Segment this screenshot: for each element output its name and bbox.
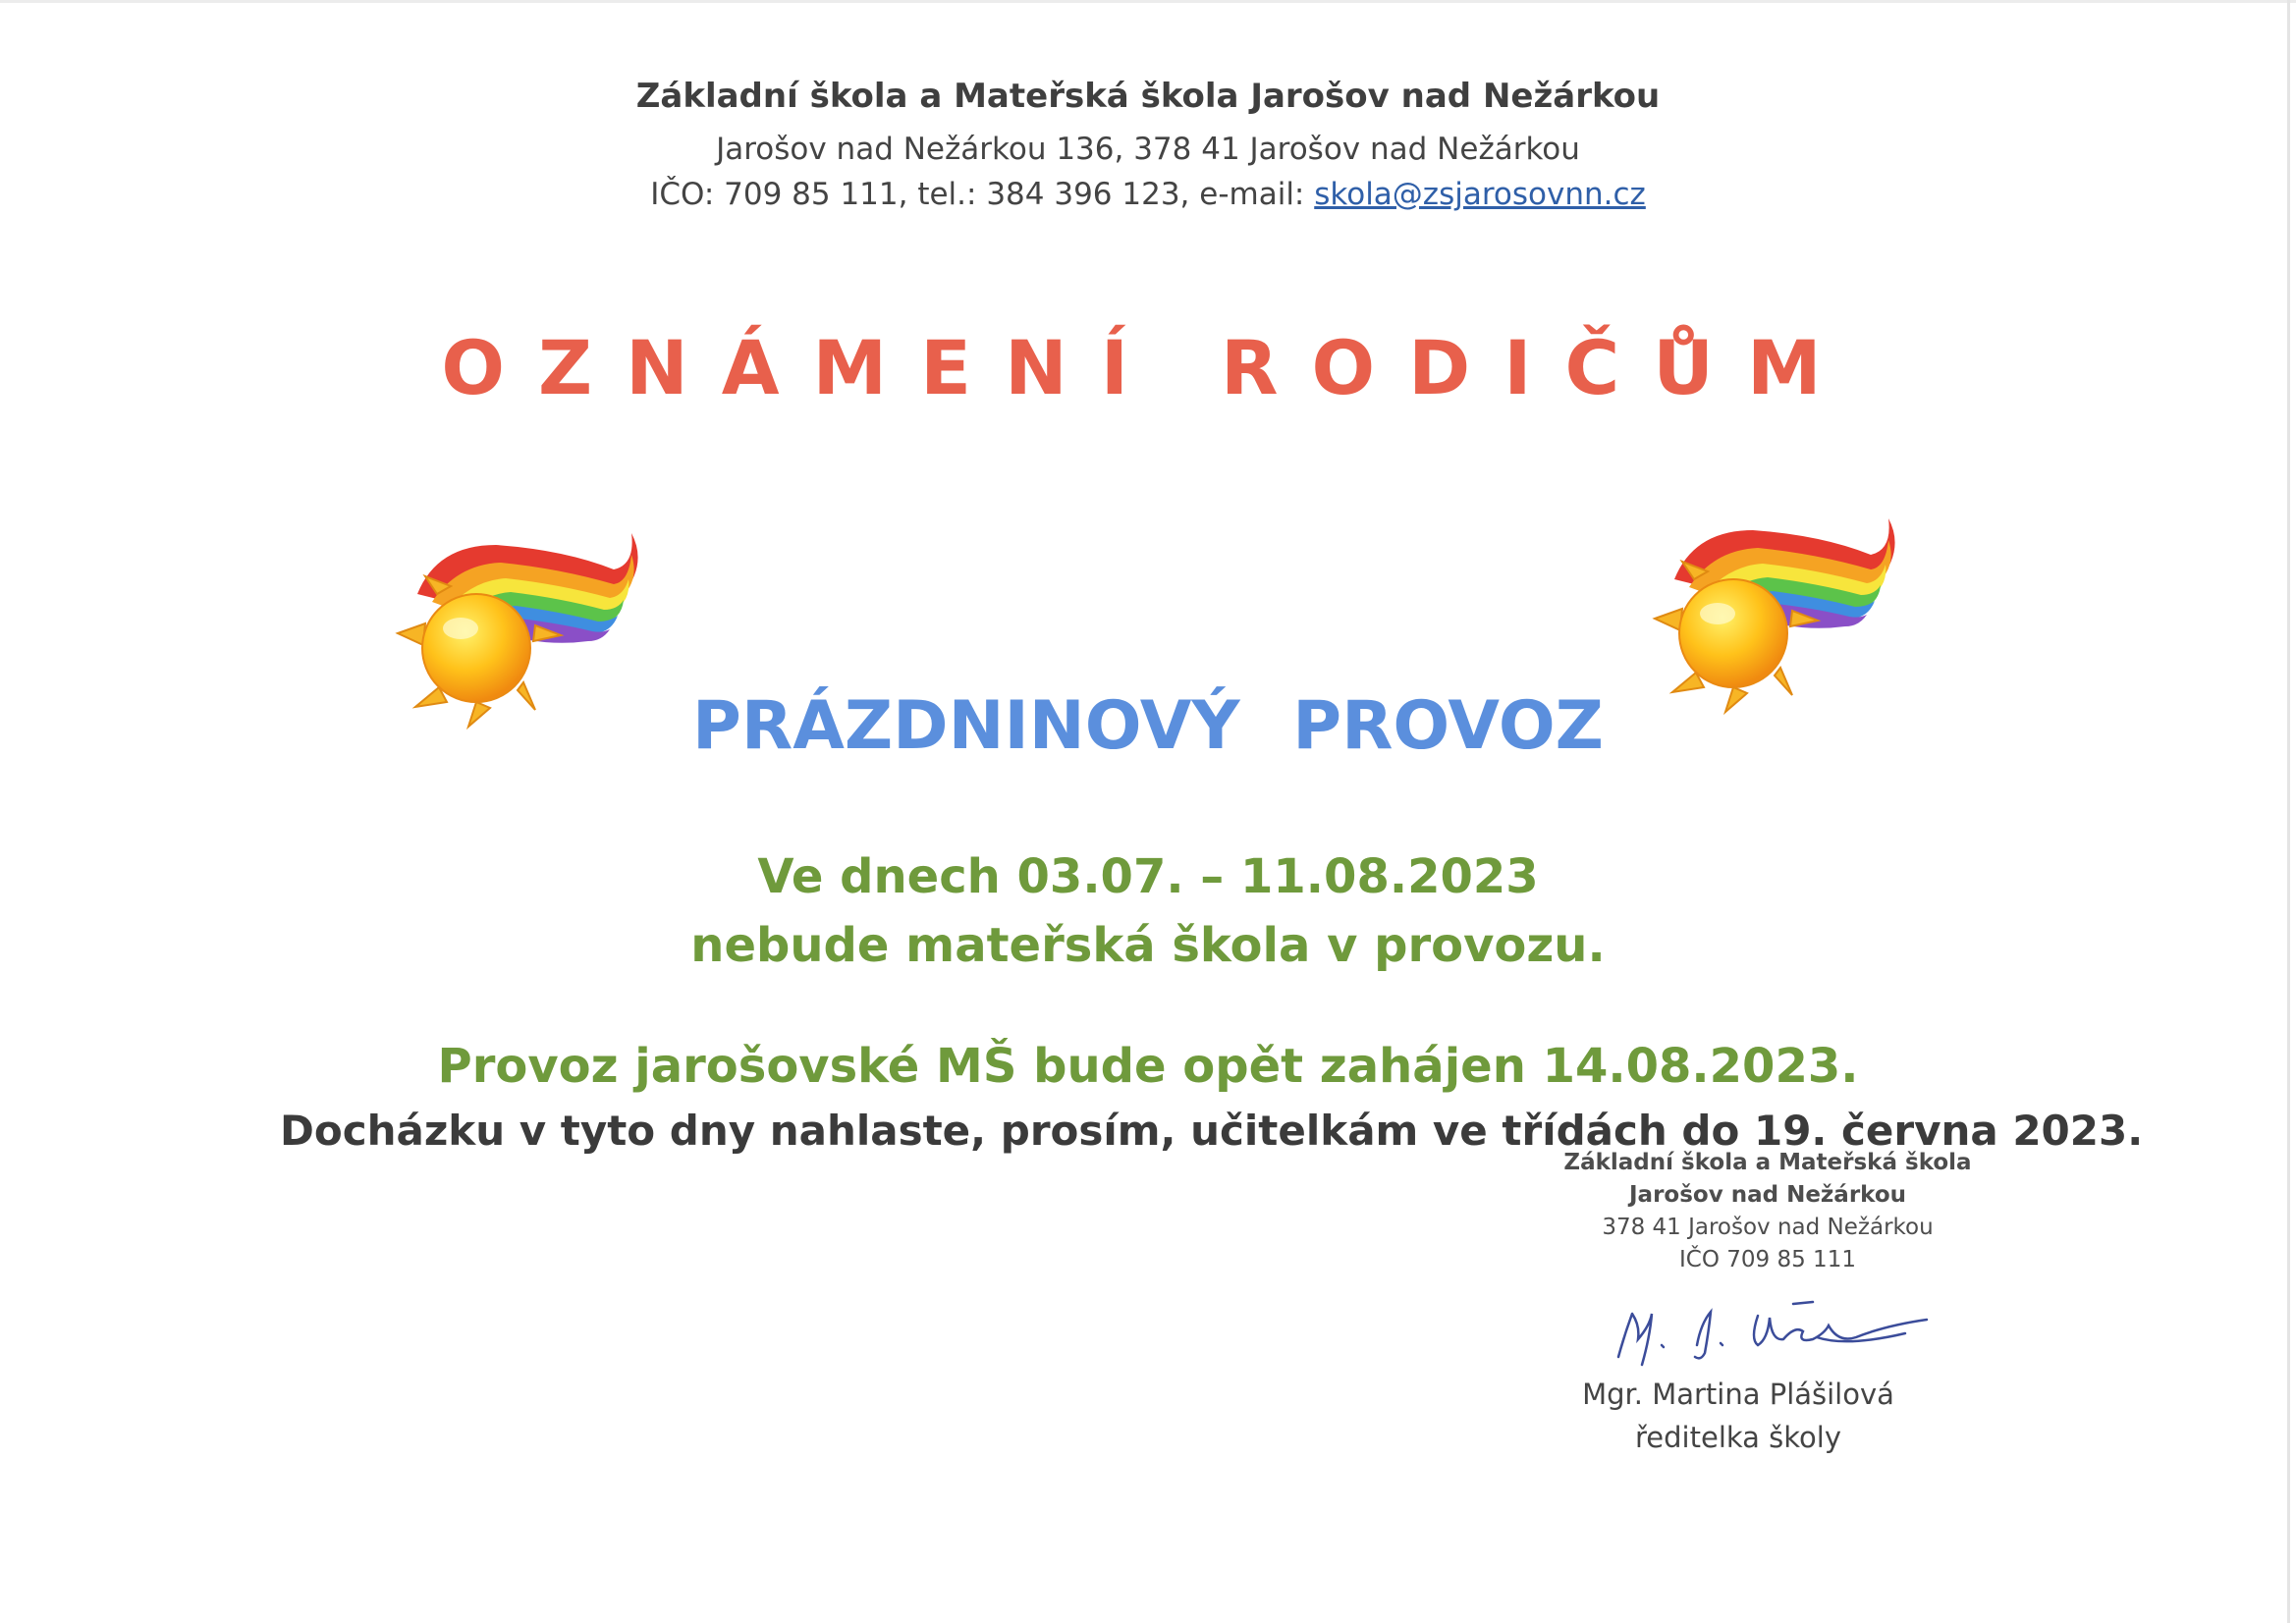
scan-edge	[2287, 0, 2290, 1623]
attendance-instructions: Docházku v tyto dny nahlaste, prosím, učitelkám ve třídách do 19. června 2023.	[280, 1107, 2144, 1155]
email-link[interactable]: skola@zsjarosovnn.cz	[1314, 177, 1646, 212]
subtitle: PRÁZDNINOVÝ PROVOZ	[692, 687, 1604, 765]
reopening-notice: Provoz jarošovské MŠ bude opět zahájen 14.08.2023.	[437, 1039, 1859, 1094]
contact-info: IČO: 709 85 111, tel.: 384 396 123, e-mail:	[650, 177, 1315, 212]
signer-role: ředitelka školy	[1635, 1421, 1841, 1454]
school-name: Základní škola a Mateřská škola Jarošov nad Nežárkou	[635, 77, 1661, 116]
closure-dates: Ve dnech 03.07. – 11.08.2023	[757, 849, 1539, 904]
school-address: Jarošov nad Nežárkou 136, 378 41 Jarošov nad Nežárkou	[716, 132, 1580, 167]
stamp-line: 378 41 Jarošov nad Nežárkou	[1602, 1215, 1934, 1240]
sun-rainbow-icon	[1635, 511, 1900, 717]
stamp-line: Jarošov nad Nežárkou	[1628, 1182, 1907, 1208]
school-contact	[0, 177, 2296, 212]
stamp-line: IČO 709 85 111	[1679, 1247, 1856, 1272]
closure-notice: nebude mateřská škola v provozu.	[690, 918, 1606, 973]
title-word: RODIČŮM	[1220, 324, 1855, 411]
signer-name: Mgr. Martina Plášilová	[1582, 1378, 1894, 1411]
title-word: OZNÁMENÍ	[441, 324, 1162, 411]
page-title	[0, 324, 2296, 411]
stamp-line: Základní škola a Mateřská škola	[1563, 1150, 1972, 1175]
scan-edge	[0, 0, 2296, 3]
school-stamp	[1561, 1147, 1974, 1276]
handwritten-signature	[1611, 1296, 1935, 1370]
